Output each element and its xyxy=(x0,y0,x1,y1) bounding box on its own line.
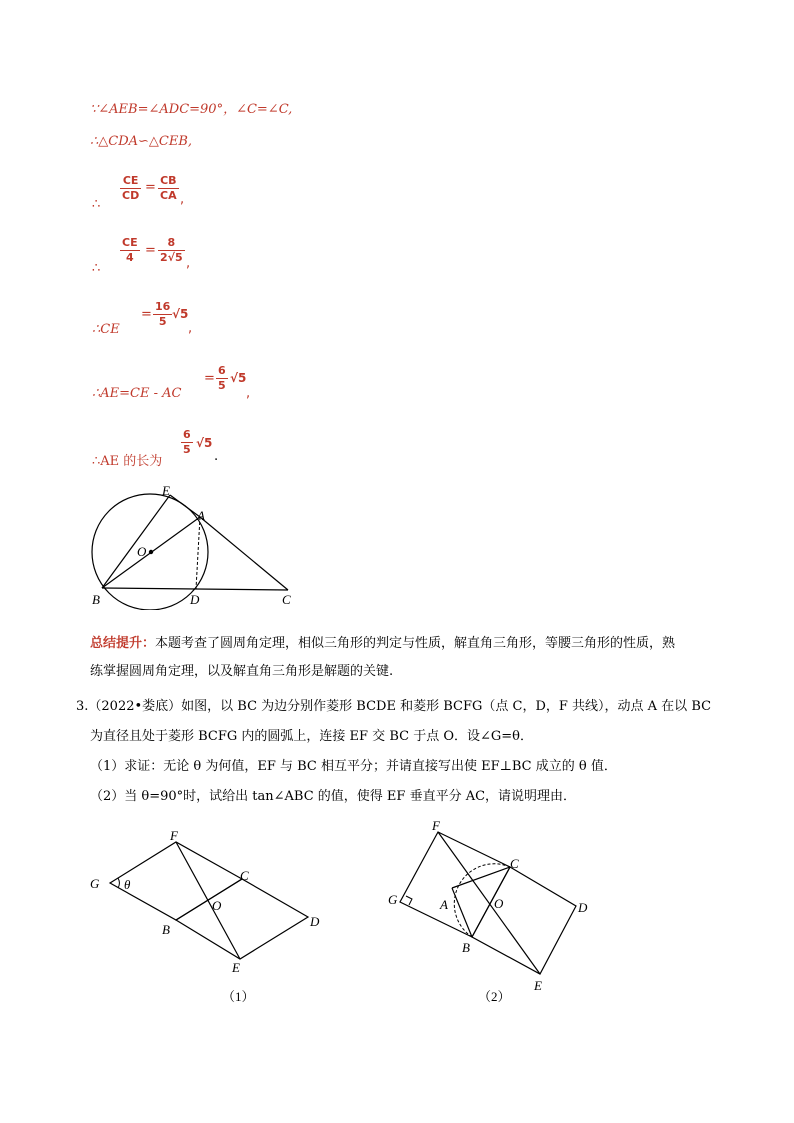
equals-sign: = xyxy=(145,243,156,258)
equals-sign: = xyxy=(145,180,156,195)
fraction-16-5: $\frac{16}{5}$ xyxy=(155,300,171,328)
label-c: C xyxy=(240,868,249,883)
label-a: A xyxy=(197,508,205,523)
label-e: E xyxy=(162,483,170,498)
fraction-6-5: $\frac{6}{5}$ xyxy=(218,364,226,392)
problem-number: 3. xyxy=(76,699,89,714)
label-theta: θ xyxy=(124,877,131,892)
line-ac xyxy=(200,517,288,590)
therefore-symbol: ∴ xyxy=(92,261,101,276)
ce-prefix: ∴CE xyxy=(92,322,120,337)
fraction-8-2root5: $\frac{8}{2√5}$ xyxy=(160,236,183,264)
figure-2 xyxy=(386,812,616,1012)
fraction-6-5: $\frac{6}{5}$ xyxy=(183,428,191,456)
comma: , xyxy=(246,386,251,401)
label-g: G xyxy=(388,892,398,907)
label-b: B xyxy=(462,940,470,955)
rhombus-bcde xyxy=(176,879,308,959)
line-ad-dashed xyxy=(196,517,200,589)
line-be xyxy=(102,495,170,588)
fraction-ce-cd: $\frac{CE}{CD}$ xyxy=(122,174,140,202)
root5: √5 xyxy=(172,307,189,321)
problem-source: （2022•娄底） xyxy=(88,699,182,714)
summary-label: 总结提升： xyxy=(90,636,156,651)
comma: , xyxy=(186,256,191,271)
line-ac xyxy=(452,867,510,888)
label-d: D xyxy=(190,592,200,607)
label-f: F xyxy=(432,818,440,833)
caption-2: （2） xyxy=(478,989,511,1004)
summary-block xyxy=(90,630,730,686)
equals-sign: = xyxy=(204,371,215,386)
therefore-symbol: ∴ xyxy=(92,197,101,212)
summary-text-2: 练掌握圆周角定理，以及解直角三角形是解题的关键. xyxy=(90,664,394,679)
summary-text-1: 本题考查了圆周角定理，相似三角形的判定与性质，解直角三角形，等腰三角形的性质，熟 xyxy=(155,636,676,651)
label-e: E xyxy=(534,978,542,993)
label-o: O xyxy=(137,544,147,559)
label-b: B xyxy=(92,592,100,607)
problem-3 xyxy=(76,692,711,812)
line-ea xyxy=(170,495,200,517)
ae-length-prefix: ∴AE 的长为 xyxy=(92,454,163,469)
label-f: F xyxy=(170,828,178,843)
equals-sign: = xyxy=(141,307,152,322)
right-angle-mark xyxy=(406,896,412,905)
solution-line-1: ∵∠AEB=∠ADC=90°，∠C=∠C, xyxy=(90,102,293,117)
label-d: D xyxy=(578,900,588,915)
label-c: C xyxy=(510,856,519,871)
caption-1: （1） xyxy=(222,989,255,1004)
circle-figure xyxy=(80,480,310,610)
problem-stem-1: 如图，以 BC 为边分别作菱形 BCDE 和菱形 BCFG（点 C，D，F 共线），动点 A 在以 BC xyxy=(181,699,712,714)
line-ef xyxy=(438,832,540,974)
root5: √5 xyxy=(196,436,213,450)
label-d: D xyxy=(310,914,320,929)
solution-line-2: ∴△CDA∽△CEB, xyxy=(90,134,193,149)
label-a: A xyxy=(440,897,448,912)
problem-part-1: （1）求证：无论 θ 为何值，EF 与 BC 相互平分；并请直接写出使 EF⊥BC 成立的 θ 值． xyxy=(90,759,617,774)
theta-arc xyxy=(118,878,119,888)
label-c: C xyxy=(282,592,291,607)
label-b: B xyxy=(162,922,170,937)
square-bcfg xyxy=(400,832,510,937)
comma: , xyxy=(180,192,185,207)
problem-part-2: （2）当 θ=90°时，试给出 tan∠ABC 的值，使得 EF 垂直平分 AC，请说明理由． xyxy=(90,789,577,804)
center-point xyxy=(149,550,153,554)
comma: , xyxy=(188,321,193,336)
root5: √5 xyxy=(230,371,247,385)
rhombus-bcde xyxy=(472,867,576,974)
figure-1 xyxy=(84,820,344,1010)
label-o: O xyxy=(212,898,222,913)
label-o: O xyxy=(494,896,504,911)
fraction-cb-ca: $\frac{CB}{CA}$ xyxy=(160,174,177,202)
problem-stem-2: 为直径且处于菱形 BCFG 内的圆弧上，连接 EF 交 BC 于点 O．设∠G=θ． xyxy=(90,729,533,744)
ae-equation-prefix: ∴AE=CE - AC xyxy=(92,386,182,401)
label-g: G xyxy=(90,876,100,891)
fraction-ce-4: $\frac{CE}{4}$ xyxy=(122,236,138,264)
label-e: E xyxy=(232,960,240,975)
period: . xyxy=(214,449,219,464)
